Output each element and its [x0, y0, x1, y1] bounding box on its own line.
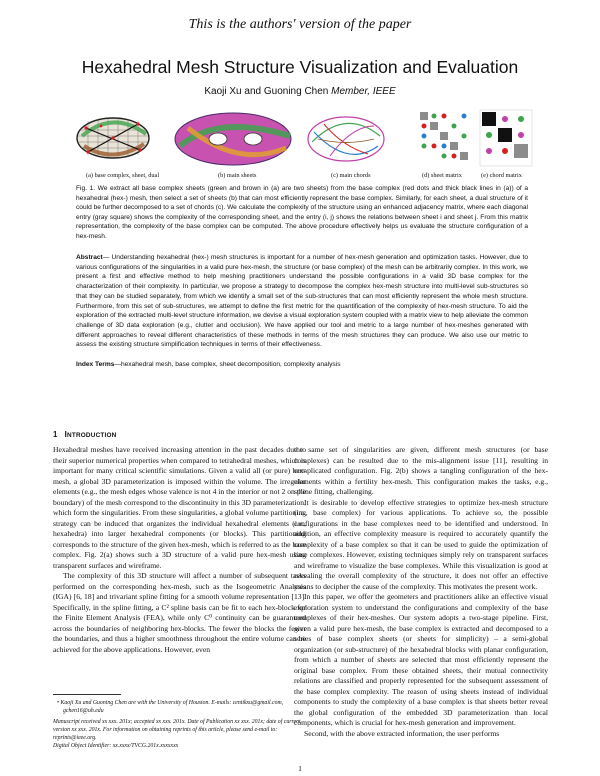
right-column [294, 445, 548, 739]
subcaption-d: (d) sheet matrix [422, 172, 462, 179]
teaser-figure [68, 106, 534, 178]
paragraph: Second, with the above extracted information, the user performs [304, 728, 500, 738]
paper-title: Hexahedral Mesh Structure Visualization and Evaluation [81, 57, 519, 77]
subcaption-b: (b) main sheets [218, 172, 257, 179]
footnote-affiliation: • Kaoji Xu and Guoning Chen are with the University of Houston. E-mails: centikxu@gmail.com, gchen16@uh.edu [57, 700, 284, 714]
index-terms-text: —hexahedral mesh, base complex, sheet decomposition, complexity analysis [114, 361, 341, 368]
section-title-rest: NTRODUCTION [67, 432, 117, 439]
index-terms-label: Index Terms [76, 361, 115, 368]
abstract [76, 253, 528, 350]
figure-panel-main-chords [308, 117, 384, 161]
footnote-doi: Digital Object Identifier: xx.xxxx/TVCG.201x.xxxxxxx [53, 743, 179, 749]
page-number: 1 [298, 764, 302, 773]
section-heading [53, 430, 116, 439]
section-number: 1 [53, 430, 58, 439]
paragraph: In this paper, we offer the geometers and practitioners alike an effective visual exploration system to understand the configurations and complexity of the base complexes of their hex-meshes. Our system adopts a two-stage pipeline. First, given a valid pure hex-mesh, the base complex is extracted and decomposed to a series of base complex sheets (or sheets for simplicity) – a semi-global organization (or sub-structure) of the hexahedral blocks with planar configuration, from which a number of sheets are selected that most efficiently represent the original base complex. From these obtained sheets, their mutual connectivity relations are classified and properly represented for the subsequent assessment of the base complex complexity. The reason of using sheets instead of individual components to study the complexity of a base complex is that sheets better reveal the global configuration of the embedded 3D parameterization than local components, which is crucial for hex-mesh generation and improvement. [294, 592, 548, 727]
subcaption-c: (c) main chords [331, 172, 371, 179]
figure-panel-sheet-matrix [418, 110, 470, 166]
abstract-text: — Understanding hexahedral (hex-) mesh structures is important for a number of hex-mesh generation and optimization tasks. However, due to various configurations of the singularities in a valid pure hex-mesh, the structure (or base complex) of the mesh can be arbitrarily complex. In this work, we present a first and effective method to help meshing practitioners understand the possible configurations in a valid 3D base complex for the characterization of their complexity. In particular, we propose a strategy to decompose the complex hex-mesh structure into multi-level sub-structures so that they can be studied separately, from which we identify a small set of the sub-structures that can most efficiently represent the whole mesh structure. Furthermore, from this set of sub-structures, we attempt to define the first metric for the quantification of the complexity of hex-mesh structure. To aid the exploration of the extracted multi-level structure information, we devise a visual exploration system coupled with a matrix view to help alleviate the common challenge of 3D data exploration (e.g., clutter and occlusion). We have applied our tool and metric to a large number of hex-meshes generated with different approaches to reveal different characteristics of these methods in terms of the mesh structures they can produce. We also use our metric to assess the existing structure simplification techniques in terms of their effectiveness. [76, 254, 528, 349]
figure-panel-base-complex [77, 118, 149, 158]
section-title-initial: I [64, 430, 68, 439]
figure-panel-chord-matrix [480, 110, 532, 166]
author-role: Member, IEEE [331, 86, 396, 97]
abstract-label: Abstract [76, 254, 103, 261]
figure-caption: Fig. 1. We extract all base complex sheets (green and brown in (a) are two sheets) from the base complex (red dots and thick black lines in (a)) of a hexahedral (hex-) mesh, then select a set of sheets (b) that can most efficiently represent the base complex. Similarly, for each sheet, a dual structure of it could be further decomposed to a set of chords (c). We calculate the complexity of the structure using an enhanced adjacency matrix, where each diagonal entry (gray square) shows the complexity of the corresponding sheet, and the entry (i, j) shows the relations between sheet i and sheet j. From this matrix representation, the complexity of the base complex can be computed. The above procedure effectively helps us evaluate the structure configuration of a hex-mesh. [76, 185, 528, 240]
author-line [0, 86, 600, 97]
authors-version-note: This is the authors' version of the paper [188, 17, 412, 32]
paragraph: It is desirable to develop effective strategies to optimize hex-mesh structure (i.e., base complex) for various applications. To achieve so, the possible configurations in the base complexes need to be identified and understood. In addition, an effective complexity measure is required to accurately quantify the complexity of a base complex so that it can be used to guide the optimization of base complexes. However, existing techniques simply rely on transparent surfaces and wireframe to visualize the base complexes. While this visualization is good at revealing the overall complexity of the structure, it does not offer an effective means to decipher the cause of the complexity. This motivates the present work. [294, 497, 548, 591]
paragraph: The complexity of this 3D structure will affect a number of subsequent tasks performed on the corresponding hex-mesh, such as the Isogeometric Analysis (IGA) [6, 18] and trivariant spline fitting for a smooth volume representation [13]. Specifically, in the spline fitting, a C² spline basis can be fit to each hex-block for the Finite Element Analysis (FEA), while only C⁰ continuity can be guaranteed across the boundaries of neighboring hex-blocks. The fewer the blocks the fewer the boundaries, and thus a higher smoothness throughout the entire volume can be achieved for the above applications. However, even [53, 571, 306, 654]
footnote-divider [53, 694, 121, 695]
left-column [53, 445, 306, 655]
figure-panel-main-sheets [175, 113, 291, 165]
author-names: Kaoji Xu and Guoning Chen [204, 86, 329, 97]
subcaption-e: (e) chord matrix [481, 172, 522, 179]
footnote [53, 699, 306, 750]
footnote-manuscript: Manuscript received xx xxx. 201x; accepted xx xxx. 201x. Date of Publication xx xxx. 201x; date of current version xx xxx. 201x. For information on obtaining reprints of this article, please send e-mail to: reprints@ieee.org. [53, 719, 301, 741]
index-terms [76, 361, 528, 368]
paragraph: Hexahedral meshes have received increasing attention in the past decades due to their superior numerical properties when compared to tetrahedral meshes, which is important for many critical scientific simulations. Given a valid all (or pure) hex-mesh, a global 3D parameterization is imposed within the volume. The irregular elements (e.g., the mesh edges whose valence is not 4 in the interior or not 2 on the boundary) of the mesh correspond to the discontinuity in this 3D parameterization, which form the singularities. From these singularities, a global volume partitioning strategy can be induced that organizes the individual hexahedral elements (i.e., hexahedra) into larger hexahedral components (or blocks). This partitioning corresponds to the structure of the given hex-mesh, which is referred to as the base complex. Fig. 2(a) shows such a 3D structure of a valid pure hex-mesh using transparent surfaces and wireframe. [53, 445, 306, 570]
subcaption-a: (a) base complex, sheet, dual [86, 172, 160, 179]
paragraph: the same set of singularities are given, different mesh structures (or base complexes) can be resulted due to the mis-alignment issue [11], resulting in complicated configuration. Fig. 2(b) shows a tangling configuration of the hex-elements within a fertility hex-mesh. This configuration makes the tasks, e.g., spline fitting, challenging. [294, 445, 548, 496]
